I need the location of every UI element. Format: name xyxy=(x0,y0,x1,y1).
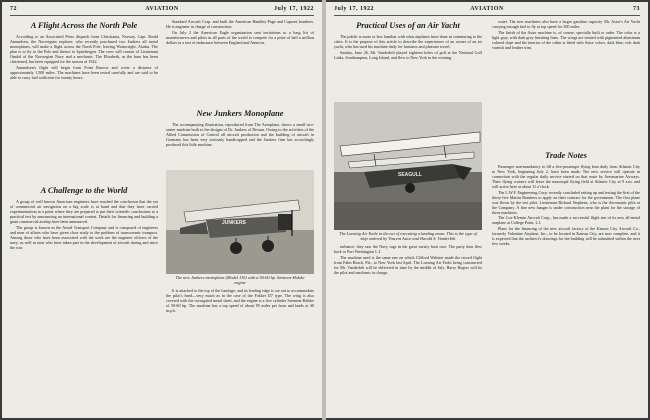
paragraph: The L.W.F. Engineering Corp. recently concluded setting up and testing the first of the thirty-five Martin Bombers to apply on their contract for the government. The first plane was flown by the test pilot, Lieutenant Richard Stephens, who is the Aeronautic pilot at the Company. A fine new hangar is under construction near the plant for the storage of these machines. xyxy=(492,189,640,215)
paragraph: Standard Aircraft Corp. and built the American Handley-Page and Caproni bombers. He is engineer in charge of construction. xyxy=(166,19,314,29)
right-column-1 xyxy=(334,19,482,394)
paragraph: Plans for the financing of the new aircraft factory of the Kansas City Aircraft Co., formerly Valentine Airplane, Inc., to be located in Kansas City, are now complete, and it is expected that the architect's drawings for the building will be submitted within the next few weeks. xyxy=(492,225,640,246)
right-page-number: 73 xyxy=(633,6,640,12)
left-issue-date: July 17, 1922 xyxy=(273,6,314,12)
right-header-rule xyxy=(334,15,640,16)
article-body-north-pole xyxy=(10,34,158,184)
right-column-2 xyxy=(492,19,640,409)
air-yacht-illustration xyxy=(334,102,482,230)
article-body-junkers xyxy=(166,122,314,168)
right-page xyxy=(326,2,648,418)
paragraph: turbance, they saw the Navy tugs in the great varsity boat race. The party then flew back to Port Washington L.I. xyxy=(334,244,482,255)
paragraph: The accompanying illustration, reproduced from The Aeroplane, shows a small two-seater machine built to the designs of Dr. Junkers of Dessau. Owing to the activities of the Allied Commission of Control all aircraft production and the building of aircraft in Germany has been very seriously handicapped and the Junkers firm has accordingly produced this little machine. xyxy=(166,122,314,147)
article-heading-trade-notes: Trade Notes xyxy=(545,151,587,160)
paragraph: According to an Associated Press dispatch from Christiania, Norway, Capt. Roald Amundsen, the Norwegian explorer, who recently purchased two Junkers all metal monoplanes, will make a flight across the North Pole, leaving Wainwright, Alaska. The plan is to fly to the Pole and thence to Spitzbergen. The crew will consist of Lieutenant Omdal of the Norwegian Navy and a mechanic. The Elisabeth, as the base has been christened, has been equipped for the season of 1922. xyxy=(10,34,158,64)
article-body-continued xyxy=(166,19,314,107)
trade-notes-body xyxy=(492,164,640,409)
paragraph: water. The new machines also have a larger gasoline capacity. Mr. Astor's Air Yacht carrying enough fuel to fly at top speed for 300 miles. xyxy=(492,19,640,29)
article-body-air-yacht-2 xyxy=(334,244,482,394)
left-page-number: 72 xyxy=(10,6,17,12)
article-body-junkers-2 xyxy=(166,288,314,374)
article-body-challenge xyxy=(10,199,158,414)
left-running-header xyxy=(10,6,314,15)
paragraph: The Cox-Klemin Aircraft Corp., has made a successful flight test of its new all-metal seaplane at College Point, L.I. xyxy=(492,215,640,226)
article-heading-air-yacht: Practical Uses of an Air Yacht xyxy=(356,21,460,30)
right-journal-title: AVIATION xyxy=(470,6,504,12)
paragraph: Passenger non-mandatory to fill a five-passenger flying boat daily from Atlantic City to New York, beginning July 2, have been made. The new service will operate in connection with the regular daily service started on that route by Aeromarine Airways. Their flying cruisers will leave the municipal flying field at Atlantic City at 9 a.m. and will arrive here at about 11 o'clock. xyxy=(492,164,640,189)
article-heading-north-pole: A Flight Across the North Pole xyxy=(30,21,138,30)
junkers-monoplane-photo xyxy=(166,170,314,274)
junkers-photo-caption: The new Junkers monoplane (Model J10) with a 50-60 hp. Siemens-Halske engine xyxy=(175,275,305,286)
paragraph: The public is more or less familiar with what airplanes have done in commuting to the cities. It is the purpose of this article to describe the experiences of an owner of an air yacht, who has used his machine daily for business and pleasure travel. xyxy=(334,34,482,49)
left-journal-title: AVIATION xyxy=(145,6,179,12)
left-column-2 xyxy=(166,19,314,374)
left-column-1 xyxy=(10,19,158,414)
paragraph: Amundsen's flight will begin from Point Barrow and cover a distance of approximately 1,500 miles. The machines have been tested carefully and are said to be able to carry fuel sufficient for twenty hours. xyxy=(10,64,158,80)
aircraft-marking: SEAGULL xyxy=(398,172,422,178)
air-yacht-photo-caption: The Loening Air Yacht in the act of executing a landing zoom. This is the type of ship ordered by Vincent Astor and Harold S. Vanderbilt xyxy=(339,231,477,242)
paragraph: The machine used is the same one on which Clifford Webster made the record flight from Palm Beach, Fla., to New York last April. The Loening Air Yacht being constructed for Mr. Vanderbilt will be delivered in time by the middle of July. Harry Rogers will be the pilot and mechanic in charge. xyxy=(334,255,482,275)
paragraph: The group is known as the Aerial Transport Company and is composed of engineers and men of affairs who have given close study to the problem of transoceanic transport. Among those who have been associated with the work are the engineer officers of the navy, as well as men who have taken part in the development of aircraft during and since the war. xyxy=(10,224,158,250)
paragraph: A group of well known American engineers have reached the conclusion that the era of commercial air navigation on a big scale is at hand and that they have carried experimentation to a point where they are prepared to put their scientific conclusions to a practical test by announcing an international contest. Details for financing and building a giant commercial airship have been announced. xyxy=(10,199,158,224)
left-page xyxy=(2,2,322,418)
article-heading-challenge: A Challenge to the World xyxy=(40,186,128,195)
paragraph: The finish of the Astor machine is, of course, specially built to order. The color is a light gray, with dark grey finishing lines. The wings are treated with pigmented aluminum colored dope and the interior of the cabin is fitted with Astor colors, dark blue, rich dark varnish and leather trim. xyxy=(492,29,640,50)
article-body-air-yacht xyxy=(334,34,482,100)
left-header-rule xyxy=(10,15,314,16)
paragraph: On July 2 the American Eagle organization sent invitations to a long list of manufacturers and pilots in all parts of the world to compete for a prize of half a million dollars in a test of endurance between England and America. xyxy=(166,29,314,45)
paragraph: It is attached to the top of the fuselage, and its leading edge is cut out to accommodate the pilot's head—very much as in the case of the Fokker D7 type. The wing is also covered with the corrugated metal sheet, and the engine is a five cylinder Siemens-Halske of 50-60 hp. The machine has a top speed of about 95 miles per hour and lands at 40 m.p.h. xyxy=(166,288,314,314)
right-issue-date: July 17, 1922 xyxy=(334,6,375,12)
right-running-header xyxy=(334,6,640,15)
paragraph: Sunday, June 26, Mr. Vanderbilt played eighteen holes of golf at the National Golf Links, Southampton, Long Island, and flew to New York in the evening. xyxy=(334,49,482,60)
article-body-air-yacht-3 xyxy=(492,19,640,149)
air-yacht-photo xyxy=(334,102,482,230)
article-heading-junkers: New Junkers Monoplane xyxy=(196,109,284,118)
aircraft-marking: JUNKERS xyxy=(222,220,246,226)
